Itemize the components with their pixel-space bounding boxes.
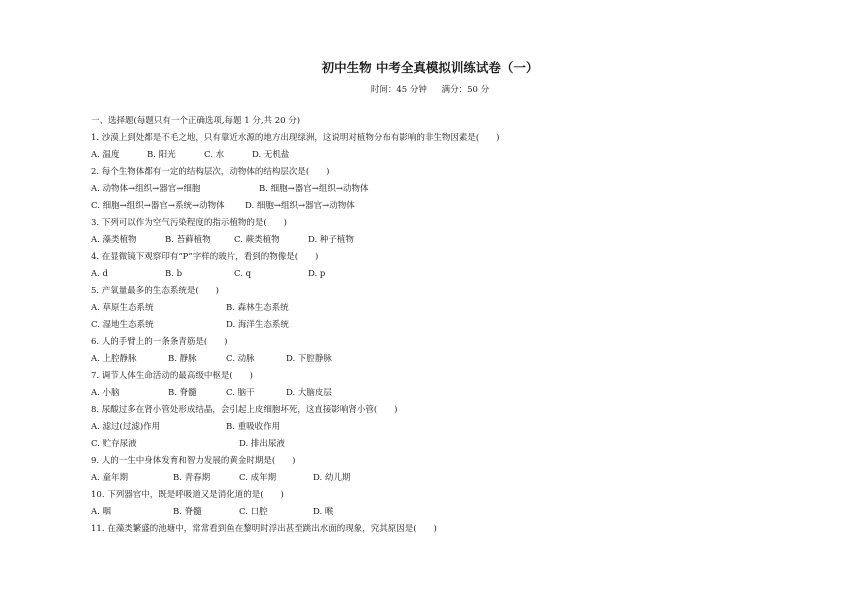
option: B. 细胞→器官→组织→动物体	[259, 184, 369, 194]
option: A. 童年期	[91, 473, 129, 483]
option: C. 贮存尿液	[91, 439, 137, 449]
option: D. 幼儿期	[313, 473, 351, 483]
option: C. 成年期	[239, 473, 277, 483]
option: D. 喉	[313, 507, 334, 517]
option: C. 脑干	[226, 388, 255, 398]
question-1: 1. 沙漠上到处都是不毛之地，只有靠近水源的地方出现绿洲，这说明对植物分布有影响的非生物因素是( )	[91, 133, 500, 143]
option: D. 排出尿液	[239, 439, 285, 449]
question-8: 8. 尿酸过多在肾小管处形成结晶，会引起上皮细胞坏死，这直接影响肾小管( )	[91, 405, 398, 415]
option: C. q	[234, 269, 252, 279]
option: B. 青春期	[173, 473, 211, 483]
exam-score: 满分：50 分	[441, 85, 490, 95]
question-3: 3. 下列可以作为空气污染程度的指示植物的是( )	[91, 218, 287, 228]
option: B. b	[165, 269, 183, 279]
option: D. p	[308, 269, 326, 279]
option: A. 动物体→组织→器官→细胞	[91, 184, 201, 194]
option: D. 下腔静脉	[286, 354, 332, 364]
option: A. d	[91, 269, 108, 279]
option: C. 口腔	[239, 507, 268, 517]
option: B. 脊髓	[168, 388, 197, 398]
question-6: 6. 人的手臂上的一条条青筋是( )	[91, 337, 228, 347]
option: B. 阳光	[147, 150, 176, 160]
option: A. 上腔静脉	[91, 354, 137, 364]
exam-time: 时间：45 分钟	[370, 85, 427, 95]
option: B. 脊髓	[173, 507, 202, 517]
page-title: 初中生物 中考全真模拟训练试卷（一）	[321, 60, 539, 75]
option: B. 静脉	[168, 354, 197, 364]
option: A. 滤过(过滤)作用	[91, 422, 161, 432]
option: D. 海洋生态系统	[226, 320, 289, 330]
option: D. 无机盐	[252, 150, 290, 160]
question-2: 2. 每个生物体都有一定的结构层次，动物体的结构层次是( )	[91, 167, 330, 177]
question-4: 4. 在显微镜下观察印有“P”字样的玻片，看到的物像是( )	[91, 252, 319, 262]
option: D. 种子植物	[308, 235, 354, 245]
option: C. 动脉	[226, 354, 255, 364]
question-7: 7. 调节人体生命活动的最高级中枢是( )	[91, 371, 253, 381]
option: B. 苔藓植物	[165, 235, 211, 245]
option: C. 水	[204, 150, 225, 160]
option: B. 重吸收作用	[226, 422, 281, 432]
option: B. 森林生态系统	[226, 303, 289, 313]
option: A. 咽	[91, 507, 112, 517]
option: C. 蕨类植物	[234, 235, 280, 245]
option: C. 细胞→组织→器官→系统→动物体	[91, 201, 225, 211]
question-11: 11. 在藻类繁盛的池塘中，常常看到鱼在黎明时浮出甚至跳出水面的现象，究其原因是( )	[91, 524, 437, 534]
question-9: 9. 人的一生中身体发育和智力发展的黄金时期是( )	[91, 456, 296, 466]
option: D. 大脑皮层	[286, 388, 332, 398]
section-heading: 一、选择题(每题只有一个正确选项,每题 1 分,共 20 分)	[91, 116, 301, 126]
option: A. 小脑	[91, 388, 120, 398]
question-5: 5. 产氧量最多的生态系统是( )	[91, 286, 219, 296]
option: A. 温度	[91, 150, 120, 160]
question-10: 10. 下列器官中，既是呼吸道又是消化道的是( )	[91, 490, 284, 500]
option: A. 藻类植物	[91, 235, 137, 245]
option: C. 湿地生态系统	[91, 320, 154, 330]
exam-meta	[0, 83, 860, 95]
option: D. 细胞→组织→器官→动物体	[245, 201, 355, 211]
option: A. 草原生态系统	[91, 303, 154, 313]
